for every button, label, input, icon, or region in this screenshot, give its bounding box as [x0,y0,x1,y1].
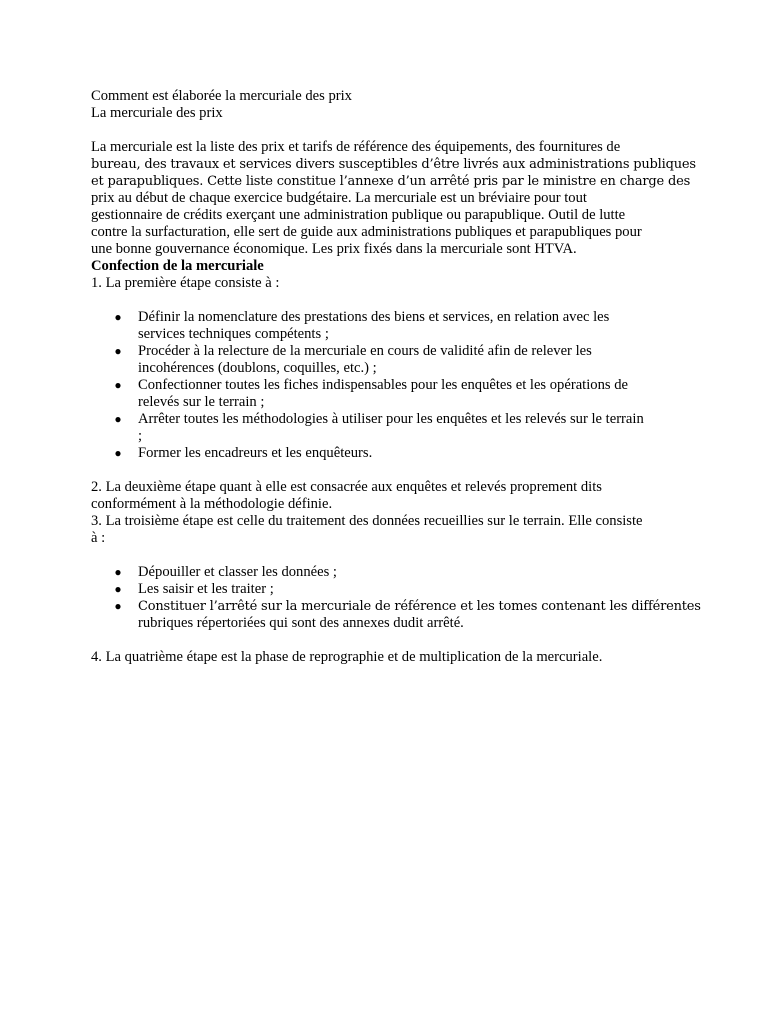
intro-line: gestionnaire de crédits exerçant une administration publique ou parapublique. Outil de lutte [91,207,626,223]
document-body [91,88,701,666]
list-item-text: services techniques compétents ; [138,326,329,342]
document-title: Comment est élaborée la mercuriale des prix [91,88,352,104]
step1-bullet-list [91,309,691,462]
list-item-text: Procéder à la relecture de la mercuriale en cours de validité afin de relever les [138,343,592,359]
list-item [91,564,691,581]
list-item-text: Constituer l’arrêté sur la mercuriale de référence et les tomes contenant les différentes [138,599,701,614]
list-item-text: incohérences (doublons, coquilles, etc.) ; [138,360,377,376]
intro-paragraph [91,139,696,258]
list-item [91,309,691,343]
list-item [91,377,691,411]
intro-line: une bonne gouvernance économique. Les prix fixés dans la mercuriale sont HTVA. [91,241,577,257]
list-item-text: rubriques répertoriées qui sont des annexes dudit arrêté. [138,615,464,631]
intro-line: contre la surfacturation, elle sert de guide aux administrations publiques et parapubliques pour [91,224,642,240]
spacer [91,547,691,564]
spacer [91,462,691,479]
list-item-text: relevés sur le terrain ; [138,394,265,410]
section-heading: Confection de la mercuriale [91,258,264,274]
bullet-icon: ● [114,378,122,392]
step2-line: 2. La deuxième étape quant à elle est consacrée aux enquêtes et relevés proprement dits [91,479,602,495]
spacer [91,122,691,139]
list-item [91,411,691,445]
list-item-text: Les saisir et les traiter ; [138,581,274,597]
list-item [91,343,691,377]
step2-line: conformément à la méthodologie définie. [91,496,333,512]
list-item-text: Dépouiller et classer les données ; [138,564,337,580]
document-subtitle: La mercuriale des prix [91,105,223,121]
step3-bullet-list [91,564,701,632]
list-item-text: Confectionner toutes les fiches indispensables pour les enquêtes et les opérations de [138,377,628,393]
list-item [91,581,691,598]
bullet-icon: ● [114,344,122,358]
bullet-icon: ● [114,310,122,324]
list-item-text: Définir la nomenclature des prestations des biens et services, en relation avec les [138,309,610,325]
list-item-text: Arrêter toutes les méthodologies à utiliser pour les enquêtes et les relevés sur le terrain [138,411,644,427]
bullet-icon: ● [114,599,122,613]
bullet-icon: ● [114,446,122,460]
intro-line: bureau, des travaux et services divers susceptibles d’être livrés aux administrations publiques [91,157,696,172]
bullet-icon: ● [114,565,122,579]
intro-line: La mercuriale est la liste des prix et tarifs de référence des équipements, des fournitures de [91,139,621,155]
list-item-text: ; [138,428,143,444]
list-item-text: Former les encadreurs et les enquêteurs. [138,445,373,461]
step3-line: à : [91,530,106,546]
step4-line: 4. La quatrième étape est la phase de reprographie et de multiplication de la mercuriale. [91,649,603,665]
step3-line: 3. La troisième étape est celle du traitement des données recueillies sur le terrain. Elle consiste [91,513,643,529]
bullet-icon: ● [114,582,122,596]
step1-intro: 1. La première étape consiste à : [91,275,280,291]
list-item [91,598,701,632]
bullet-icon: ● [114,412,122,426]
list-item [91,445,691,462]
intro-line: prix au début de chaque exercice budgétaire. La mercuriale est un bréviaire pour tout [91,190,587,206]
intro-line: et parapubliques. Cette liste constitue l’annexe d’un arrêté pris par le ministre en charge des [91,174,691,189]
spacer [91,632,691,649]
spacer [91,292,691,309]
